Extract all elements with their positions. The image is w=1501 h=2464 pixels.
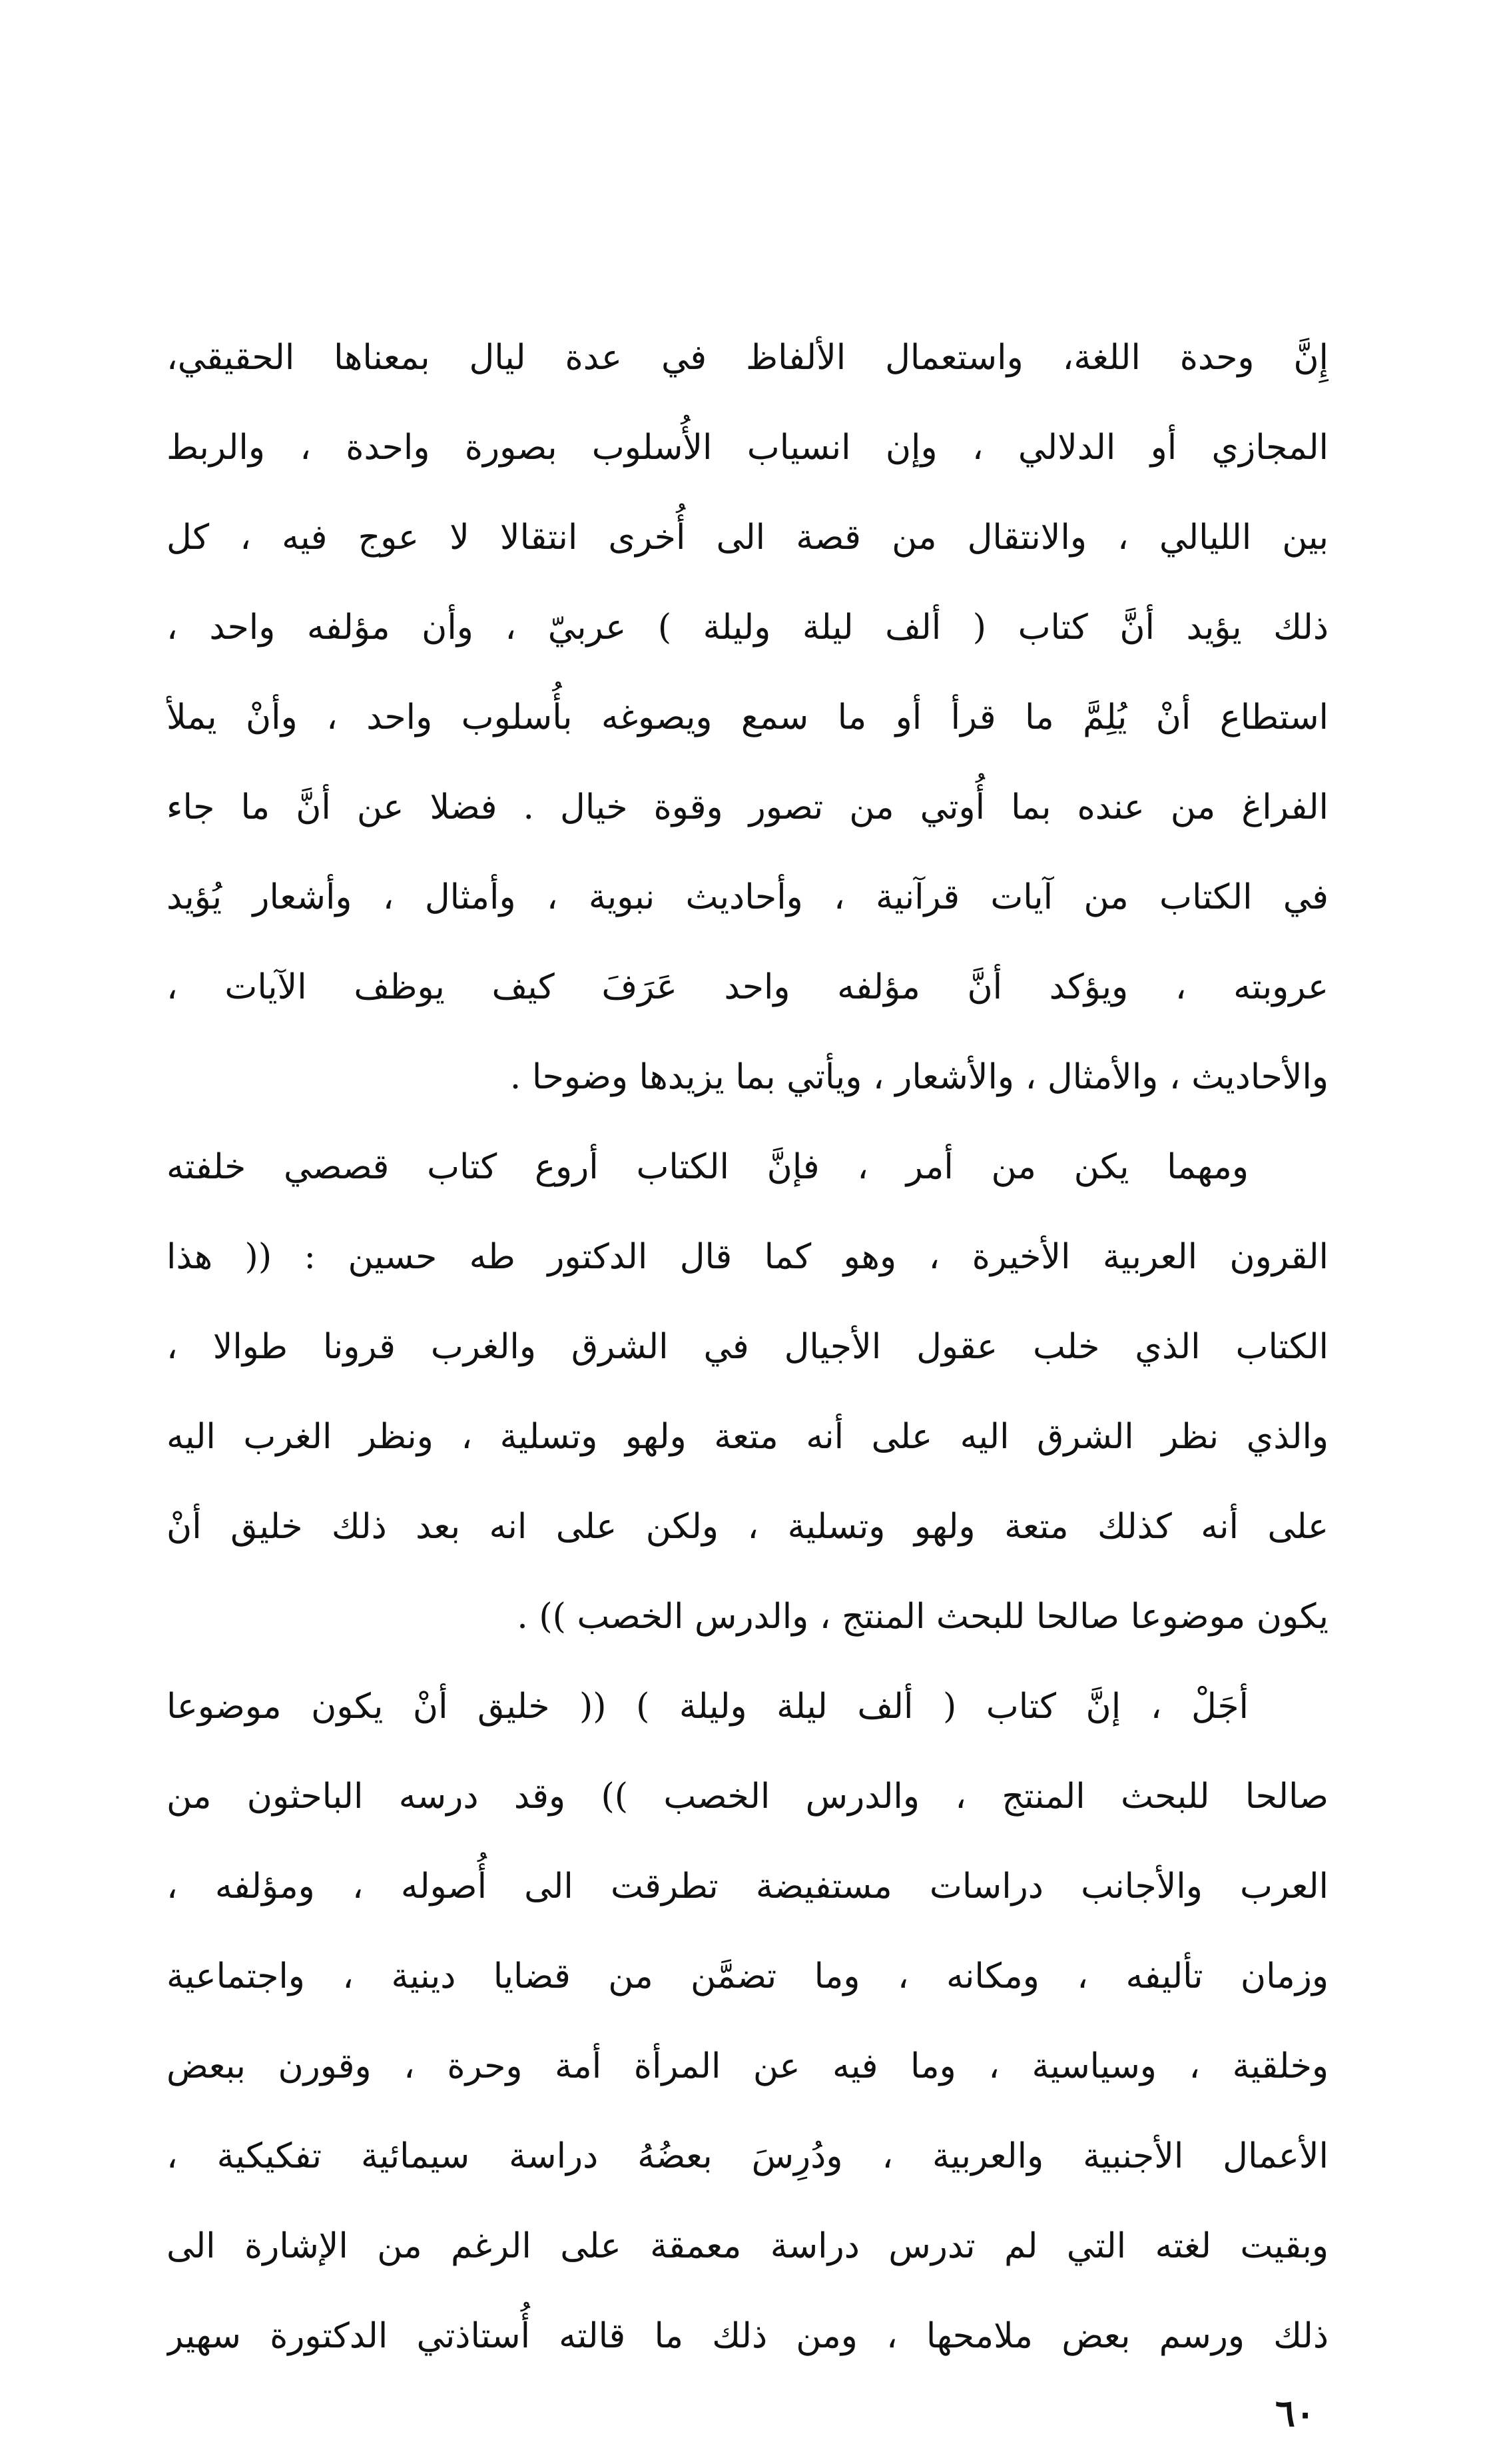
text-line: الأعمال الأجنبية والعربية ، ودُرِسَ بعضُهُ دراسة سيمائية تفكيكية ، bbox=[166, 2136, 1329, 2176]
text-line: أجَلْ ، إنَّ كتاب ( ألف ليلة وليلة ) (( خليق أنْ يكون موضوعا bbox=[166, 1687, 1249, 1727]
text-line: والأحاديث ، والأمثال ، والأشعار ، ويأتي بما يزيدها وضوحا . bbox=[509, 1057, 1329, 1097]
text-line: الكتاب الذي خلب عقول الأجيال في الشرق والغرب قرونا طوالا ، bbox=[166, 1327, 1329, 1367]
text-line: ذلك ورسم بعض ملامحها ، ومن ذلك ما قالته أُستاذتي الدكتورة سهير bbox=[166, 2316, 1329, 2356]
text-line: وخلقية ، وسياسية ، وما فيه عن المرأة أمة وحرة ، وقورن ببعض bbox=[166, 2046, 1329, 2086]
text-line: ومهما يكن من أمر ، فإنَّ الكتاب أروع كتاب قصصي خلفته bbox=[166, 1147, 1249, 1187]
text-line: على أنه كذلك متعة ولهو وتسلية ، ولكن على انه بعد ذلك خليق أنْ bbox=[166, 1507, 1329, 1547]
text-line: ذلك يؤيد أنَّ كتاب ( ألف ليلة وليلة ) عربيّ ، وأن مؤلفه واحد ، bbox=[166, 608, 1329, 647]
text-line: وزمان تأليفه ، ومكانه ، وما تضمَّن من قضايا دينية ، واجتماعية bbox=[166, 1956, 1329, 1996]
text-line: صالحا للبحث المنتج ، والدرس الخصب )) وقد درسه الباحثون من bbox=[166, 1777, 1329, 1817]
text-line: الفراغ من عنده بما أُوتي من تصور وقوة خيال . فضلا عن أنَّ ما جاء bbox=[166, 787, 1329, 827]
text-line: بين الليالي ، والانتقال من قصة الى أُخرى انتقالا لا عوج فيه ، كل bbox=[166, 518, 1329, 558]
text-line: إِنَّ وحدة اللغة، واستعمال الألفاظ في عدة ليال بمعناها الحقيقي، bbox=[166, 338, 1329, 378]
text-line: العرب والأجانب دراسات مستفيضة تطرقت الى أُصوله ، ومؤلفه ، bbox=[166, 1866, 1329, 1906]
text-line: يكون موضوعا صالحا للبحث المنتج ، والدرس الخصب )) . bbox=[517, 1597, 1329, 1637]
body-text bbox=[166, 313, 1329, 2381]
text-line: في الكتاب من آيات قرآنية ، وأحاديث نبوية ، وأمثال ، وأشعار يُؤيد bbox=[166, 877, 1329, 917]
text-line: المجازي أو الدلالي ، وإن انسياب الأُسلوب بصورة واحدة ، والربط bbox=[166, 428, 1329, 468]
text-line: وبقيت لغته التي لم تدرس دراسة معمقة على الرغم من الإشارة الى bbox=[166, 2226, 1329, 2266]
text-line: عروبته ، ويؤكد أنَّ مؤلفه واحد عَرَفَ كيف يوظف الآيات ، bbox=[166, 967, 1329, 1007]
page-number: ٦٠ bbox=[1275, 2391, 1316, 2435]
text-line: القرون العربية الأخيرة ، وهو كما قال الدكتور طه حسين : (( هذا bbox=[166, 1237, 1329, 1277]
text-line: والذي نظر الشرق اليه على أنه متعة ولهو وتسلية ، ونظر الغرب اليه bbox=[166, 1417, 1329, 1457]
text-line: استطاع أنْ يُلِمَّ ما قرأ أو ما سمع ويصوغه بأُسلوب واحد ، وأنْ يملأ bbox=[166, 697, 1329, 737]
